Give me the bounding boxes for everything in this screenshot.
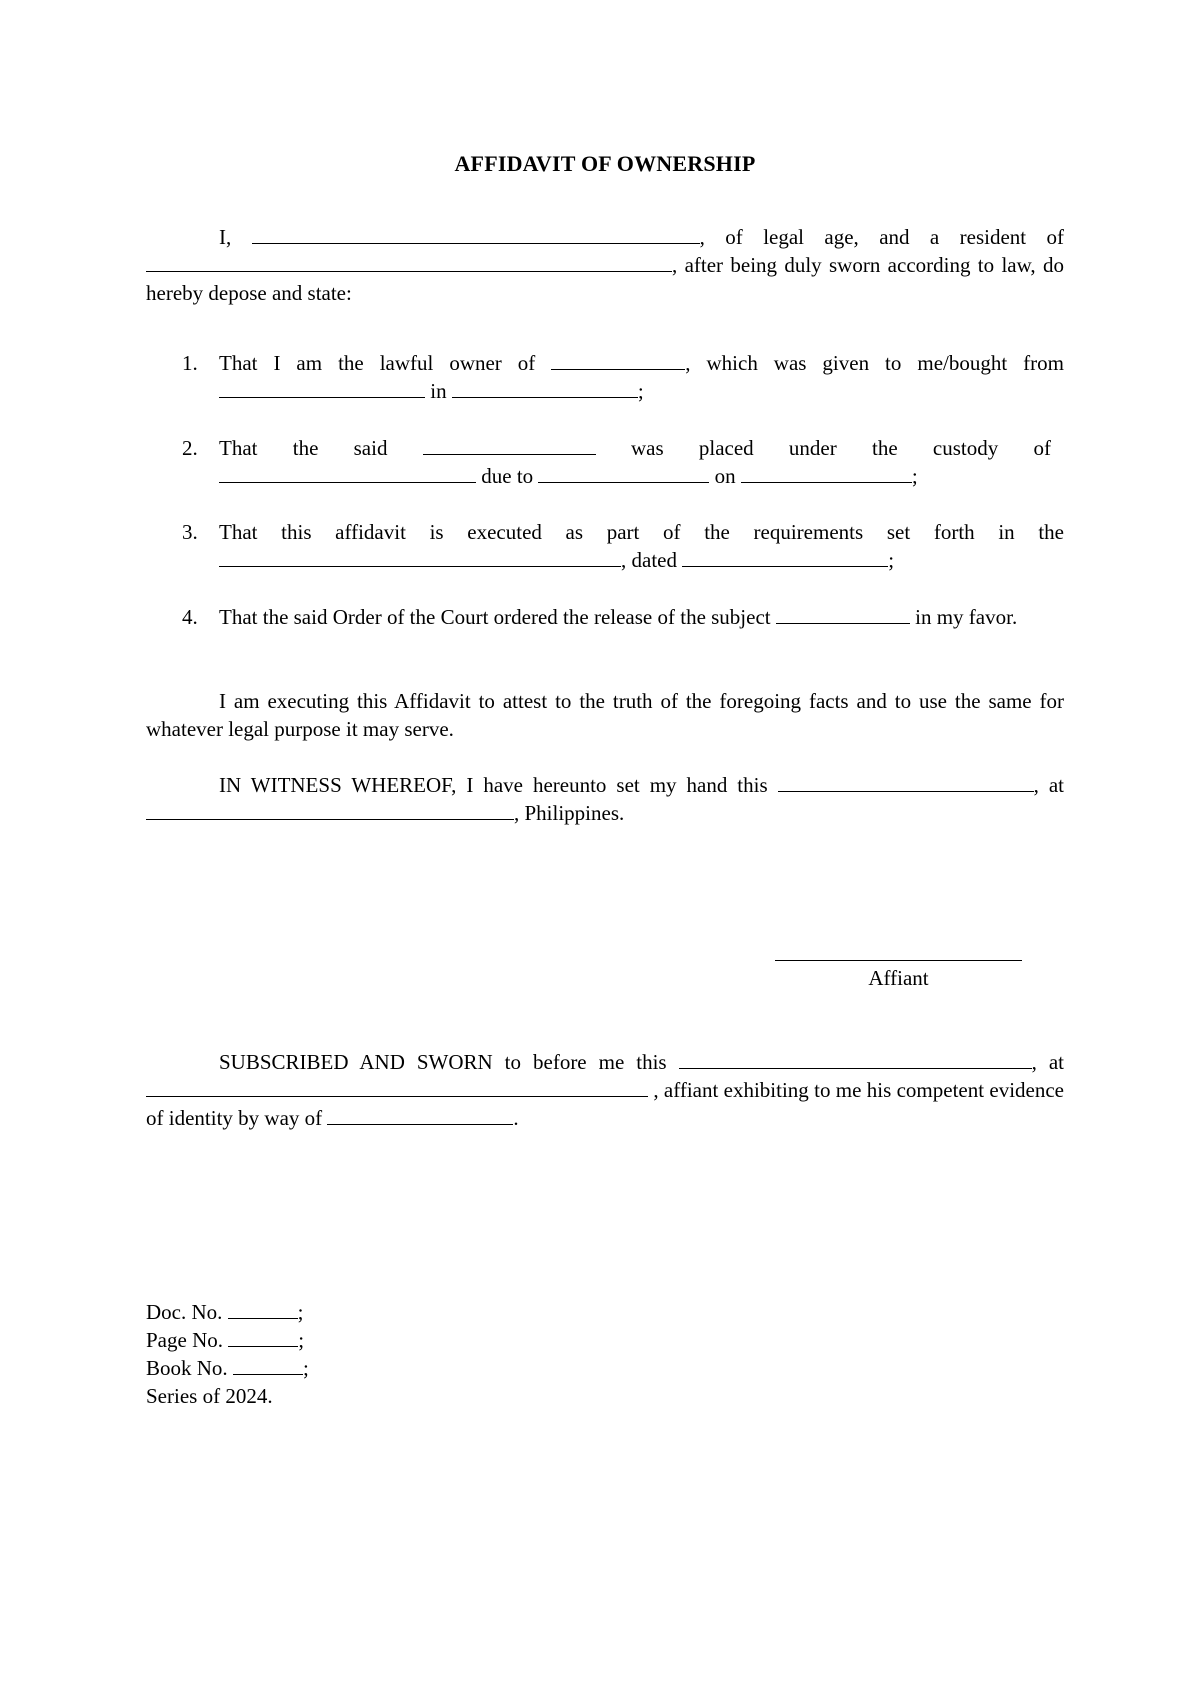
executing-paragraph: I am executing this Affidavit to attest to the truth of the foregoing facts and to use the same for whatever legal purpose it may serve. [146, 689, 1064, 741]
jurat-text-5: . [513, 1106, 519, 1130]
list-item-1 [146, 349, 1064, 405]
subject-blank[interactable] [776, 603, 910, 624]
intro-text-1: I, [219, 225, 232, 249]
doc-number-label: Doc. No. [146, 1300, 223, 1324]
jurat-text-1: SUBSCRIBED AND SWORN to before me this [219, 1050, 667, 1074]
item-text: due to [481, 464, 534, 488]
item-text: That this affidavit is executed as part of the requirements set forth in the [219, 520, 1064, 544]
witness-paragraph [146, 771, 1064, 827]
item-text: was placed under the custody of [630, 436, 1051, 460]
source-blank[interactable] [219, 377, 425, 398]
affiant-label: Affiant [868, 966, 929, 990]
witness-text-2: , at [1033, 773, 1065, 797]
item-text: in my favor. [915, 605, 1018, 629]
punctuation: ; [298, 1328, 305, 1352]
punctuation: ; [297, 1300, 304, 1324]
item-number: 3. [182, 520, 198, 544]
jurat-text-4: , affiant exhibiting to me his competent evidence of identity by way of [146, 1078, 1065, 1130]
item-text: ; [888, 548, 895, 572]
list-item-2 [146, 434, 1064, 490]
list-item-4 [146, 603, 1064, 631]
affidavit-page [146, 0, 1064, 1696]
witness-text-3: , Philippines. [514, 801, 625, 825]
intro-text-3: , after being duly sworn according to law, do hereby depose and state: [146, 253, 1064, 305]
affiant-name-blank[interactable] [252, 223, 700, 244]
jurat-text-2: , [1031, 1050, 1037, 1074]
page-number-blank[interactable] [228, 1326, 298, 1347]
witness-place-blank[interactable] [146, 799, 514, 820]
signature-line[interactable] [775, 960, 1022, 961]
witness-text-1: IN WITNESS WHEREOF, I have hereunto set my hand this [219, 773, 768, 797]
dated-blank[interactable] [682, 546, 888, 567]
jurat-date-blank[interactable] [679, 1048, 1032, 1069]
item-number: 1. [182, 351, 198, 375]
property-blank[interactable] [551, 349, 685, 370]
page-number-label: Page No. [146, 1328, 223, 1352]
book-number-blank[interactable] [233, 1354, 303, 1375]
reason-blank[interactable] [538, 462, 709, 483]
jurat-paragraph [146, 1048, 1064, 1132]
book-number-label: Book No. [146, 1356, 228, 1380]
date-blank[interactable] [741, 462, 912, 483]
item-blank[interactable] [423, 434, 596, 455]
jurat-text-3: at [1048, 1050, 1065, 1074]
book-number-row [146, 1354, 546, 1382]
document-title: AFFIDAVIT OF OWNERSHIP [454, 151, 756, 176]
identity-evidence-blank[interactable] [327, 1104, 513, 1125]
place-blank[interactable] [452, 377, 638, 398]
intro-text-2: , of legal age, and a resident of [699, 225, 1065, 249]
item-text: , which was given to me/bought from [685, 351, 1064, 375]
item-text: That the said Order of the Court ordered the release of the subject [219, 605, 771, 629]
witness-date-blank[interactable] [778, 771, 1034, 792]
page-number-row [146, 1326, 546, 1354]
item-text: ; [637, 379, 644, 403]
item-text: , dated [621, 548, 677, 572]
residence-blank[interactable] [146, 251, 672, 272]
item-text: ; [911, 464, 918, 488]
notarial-register [146, 1298, 546, 1410]
punctuation: ; [302, 1356, 309, 1380]
intro-paragraph [146, 223, 1064, 307]
item-text: That the said [219, 436, 388, 460]
custodian-blank[interactable] [219, 462, 476, 483]
item-text: That I am the lawful owner of [219, 351, 536, 375]
list-item-3 [146, 518, 1064, 574]
requirement-blank[interactable] [219, 546, 621, 567]
item-text: on [714, 464, 736, 488]
doc-number-row [146, 1298, 546, 1326]
item-number: 4. [182, 605, 198, 629]
jurat-place-blank[interactable] [146, 1076, 648, 1097]
doc-number-blank[interactable] [228, 1298, 298, 1319]
series-row: Series of 2024. [146, 1384, 273, 1408]
item-number: 2. [182, 436, 198, 460]
item-text: in [430, 379, 447, 403]
